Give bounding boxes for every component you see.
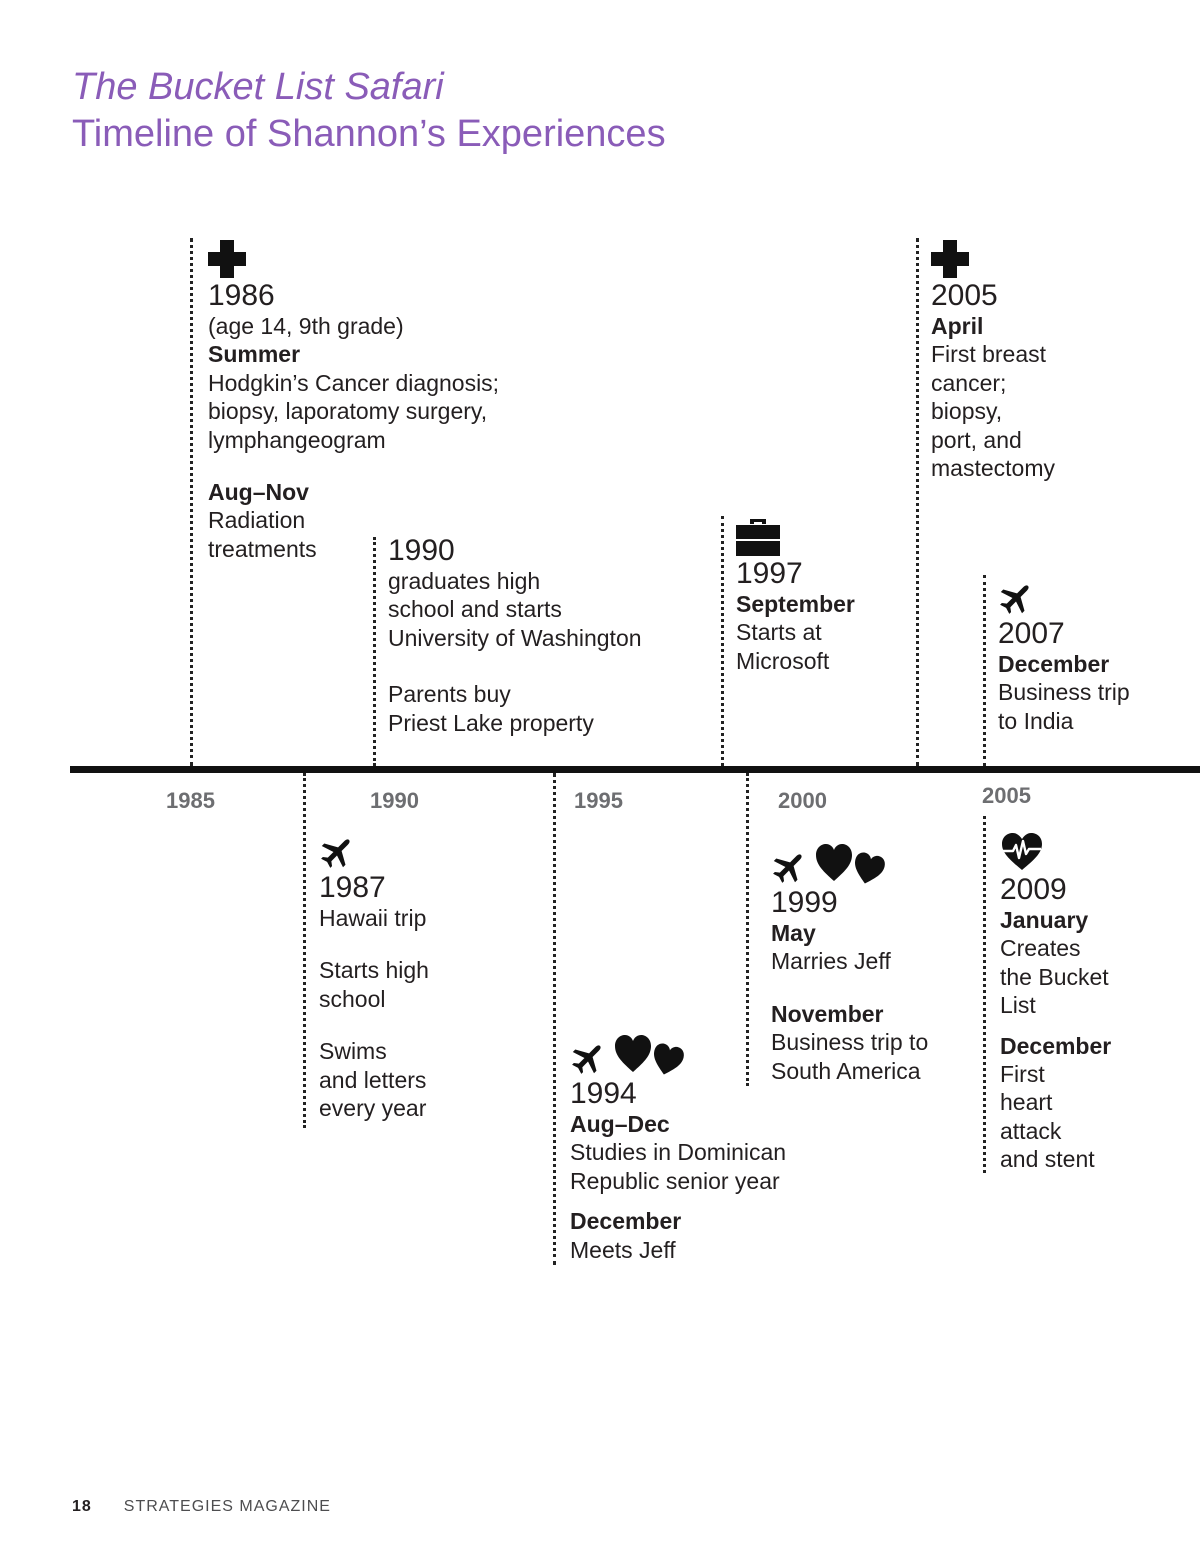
event-line: Business trip [998,679,1130,706]
event-line: treatments [208,535,317,562]
event-line: Parents buy [388,681,511,708]
event-month: January [1000,907,1089,933]
event-year: 1990 [388,534,455,567]
event-line: Starts high [319,957,429,984]
airplane-icon [998,580,1034,616]
heart-pulse-icon [1000,832,1044,872]
page-title: The Bucket List Safari [72,66,444,108]
event-line: Radiation [208,507,306,534]
hearts-icon [815,843,889,885]
event-line: Hawaii trip [319,905,427,931]
event-line: attack [1000,1117,1062,1144]
event-line: Meets Jeff [570,1236,676,1263]
event-line: First breast [931,341,1047,368]
event-1986 [208,236,499,563]
leader-1986 [190,238,193,766]
event-year: 1994 [570,1077,637,1110]
event-line: every year [319,1095,427,1122]
event-year: 2007 [998,617,1065,650]
event-month: Summer [208,341,301,368]
publication-name: STRATEGIES MAGAZINE [123,1498,331,1515]
tick-2005: 2005 [982,783,1031,808]
airplane-icon [570,1040,606,1076]
airplane-icon [319,834,355,870]
event-line: mastectomy [931,455,1055,482]
event-year: 1999 [771,886,838,919]
event-year: 1997 [736,557,803,590]
event-line: First [1000,1061,1045,1088]
leader-1987 [303,773,306,1128]
event-month: December [570,1208,682,1235]
event-line: Priest Lake property [388,709,594,736]
event-month: December [1000,1032,1112,1059]
hearts-icon [614,1034,688,1076]
event-2007 [998,574,1130,735]
tick-1990: 1990 [370,788,419,813]
event-2005 [931,236,1055,482]
event-line: South America [771,1057,921,1084]
page-subtitle: Timeline of Shannon’s Experiences [72,113,666,155]
event-line: and stent [1000,1146,1095,1173]
event-year: 2005 [931,279,998,312]
event-line: lymphangeogram [208,426,386,453]
event-1990 [388,535,642,737]
event-2009 [1000,830,1111,1174]
event-line: Hodgkin’s Cancer diagnosis; [208,369,500,396]
tick-2000: 2000 [778,788,827,813]
event-line: biopsy, [931,398,1003,425]
event-line: school [319,985,386,1012]
leader-1990 [373,537,376,766]
medical-cross-icon [208,240,246,278]
event-line: University of Washington [388,624,642,651]
event-line: biopsy, laporatomy surgery, [208,398,488,425]
event-month: November [771,1000,884,1027]
leader-2005 [916,238,919,766]
event-line: Republic senior year [570,1167,780,1194]
event-line: Starts at [736,619,822,646]
leader-2007 [983,575,986,766]
event-month: April [931,313,984,339]
leader-2009 [983,816,986,1173]
event-month: Aug–Dec [570,1111,670,1137]
event-line: Creates [1000,935,1081,962]
event-1994 [570,1034,786,1264]
medical-cross-icon [931,240,969,278]
event-line: and letters [319,1066,427,1093]
leader-1994 [553,773,556,1265]
event-line: Business trip to [771,1029,929,1056]
tick-1985: 1985 [166,788,215,813]
event-month: May [771,920,816,946]
tick-1995: 1995 [574,788,623,813]
event-line: heart [1000,1089,1053,1116]
event-line: school and starts [388,596,562,623]
timeline-axis [70,766,1200,773]
event-line: Microsoft [736,647,830,674]
event-year: 2009 [1000,873,1067,906]
event-year: 1987 [319,871,386,904]
airplane-icon [771,849,807,885]
event-line: cancer; [931,369,1007,396]
event-line: the Bucket [1000,963,1109,990]
event-line: Studies in Dominican [570,1139,787,1166]
event-line: Marries Jeff [771,948,891,975]
footer [72,1498,331,1516]
event-year: 1986 [208,279,275,312]
leader-1997 [721,516,724,766]
briefcase-icon [736,518,780,556]
event-1987 [319,828,429,1122]
event-line: graduates high [388,568,541,594]
event-line: Swims [319,1038,387,1065]
page-number: 18 [72,1498,92,1515]
event-1997 [736,514,855,675]
event-1999 [771,843,928,1085]
event-line: port, and [931,426,1022,453]
event-month: December [998,651,1110,677]
event-month: Aug–Nov [208,479,309,506]
event-line: to India [998,707,1074,734]
event-month: September [736,591,855,617]
event-line: List [1000,992,1036,1019]
event-note: (age 14, 9th grade) [208,313,404,339]
